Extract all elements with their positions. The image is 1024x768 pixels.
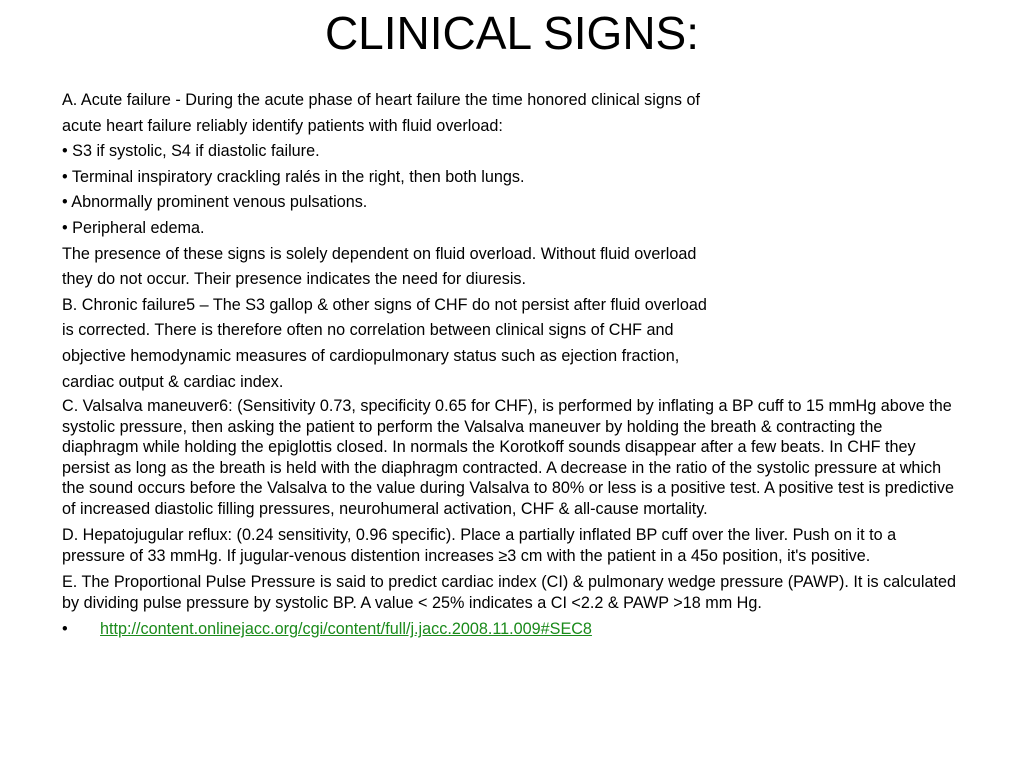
valsalva-paragraph: C. Valsalva maneuver6: (Sensitivity 0.73, specificity 0.65 for CHF), is performed by inflating a BP cuff to 15 mmHg above the systolic pressure, then asking the patient to perform the Valsalva maneuver by holding the breath & contracting the diaphragm while holding the epiglottis closed. In normals the Korotkoff sounds disappear after a few beats. In CHF they persist as long as the breath is held with the diaphragm contracted. A decrease in the ratio of the systolic pressure at which the sound occurs before the Valsalva to the value during Valsalva to 80% or less is a positive test. A positive test is predictive of increased diastolic filling pressures, neurohumeral activation, CHF & all-cause mortality.: [62, 397, 954, 518]
presence-line-1: The presence of these signs is solely dependent on fluid overload. Without fluid overload: [62, 244, 697, 263]
hepatojugular-paragraph: D. Hepatojugular reflux: (0.24 sensitivity, 0.96 specific). Place a partially inflated BP cuff over the liver. Push on it to a pressure of 33 mmHg. If jugular-venous distention increases ≥3 cm with the patient in a 45o position, it's positive.: [62, 526, 897, 565]
acute-failure-line-2: acute heart failure reliably identify patients with fluid overload:: [62, 116, 503, 135]
chronic-failure-line-1: B. Chronic failure5 – The S3 gallop & other signs of CHF do not persist after fluid overload: [62, 295, 707, 314]
chronic-failure-line-2: is corrected. There is therefore often no correlation between clinical signs of CHF and: [62, 321, 674, 340]
reference-link[interactable]: http://content.onlinejacc.org/cgi/content/full/j.jacc.2008.11.009#SEC8: [100, 620, 592, 639]
slide-title: CLINICAL SIGNS:: [324, 7, 700, 59]
slide-body: [62, 88, 962, 640]
reference-link-row: [62, 618, 962, 640]
sign-bullet-edema: • Peripheral edema.: [62, 218, 205, 237]
chronic-failure-line-3: objective hemodynamic measures of cardiopulmonary status such as ejection fraction,: [62, 346, 680, 365]
presence-line-2: they do not occur. Their presence indicates the need for diuresis.: [62, 270, 527, 289]
sign-bullet-venous: • Abnormally prominent venous pulsations.: [62, 193, 368, 212]
pulse-pressure-paragraph: E. The Proportional Pulse Pressure is said to predict cardiac index (CI) & pulmonary wedge pressure (PAWP). It is calculated by dividing pulse pressure by systolic BP. A value < 25% indicates a CI <2.2 & PAWP >18 mm Hg.: [62, 573, 956, 612]
sign-bullet-crackles: • Terminal inspiratory crackling ralés in the right, then both lungs.: [62, 167, 525, 186]
sign-bullet-s3-s4: • S3 if systolic, S4 if diastolic failure.: [62, 142, 320, 161]
chronic-failure-line-4: cardiac output & cardiac index.: [62, 372, 284, 391]
acute-failure-line-1: A. Acute failure - During the acute phase of heart failure the time honored clinical signs of: [62, 91, 700, 109]
bullet-icon: •: [62, 620, 68, 639]
